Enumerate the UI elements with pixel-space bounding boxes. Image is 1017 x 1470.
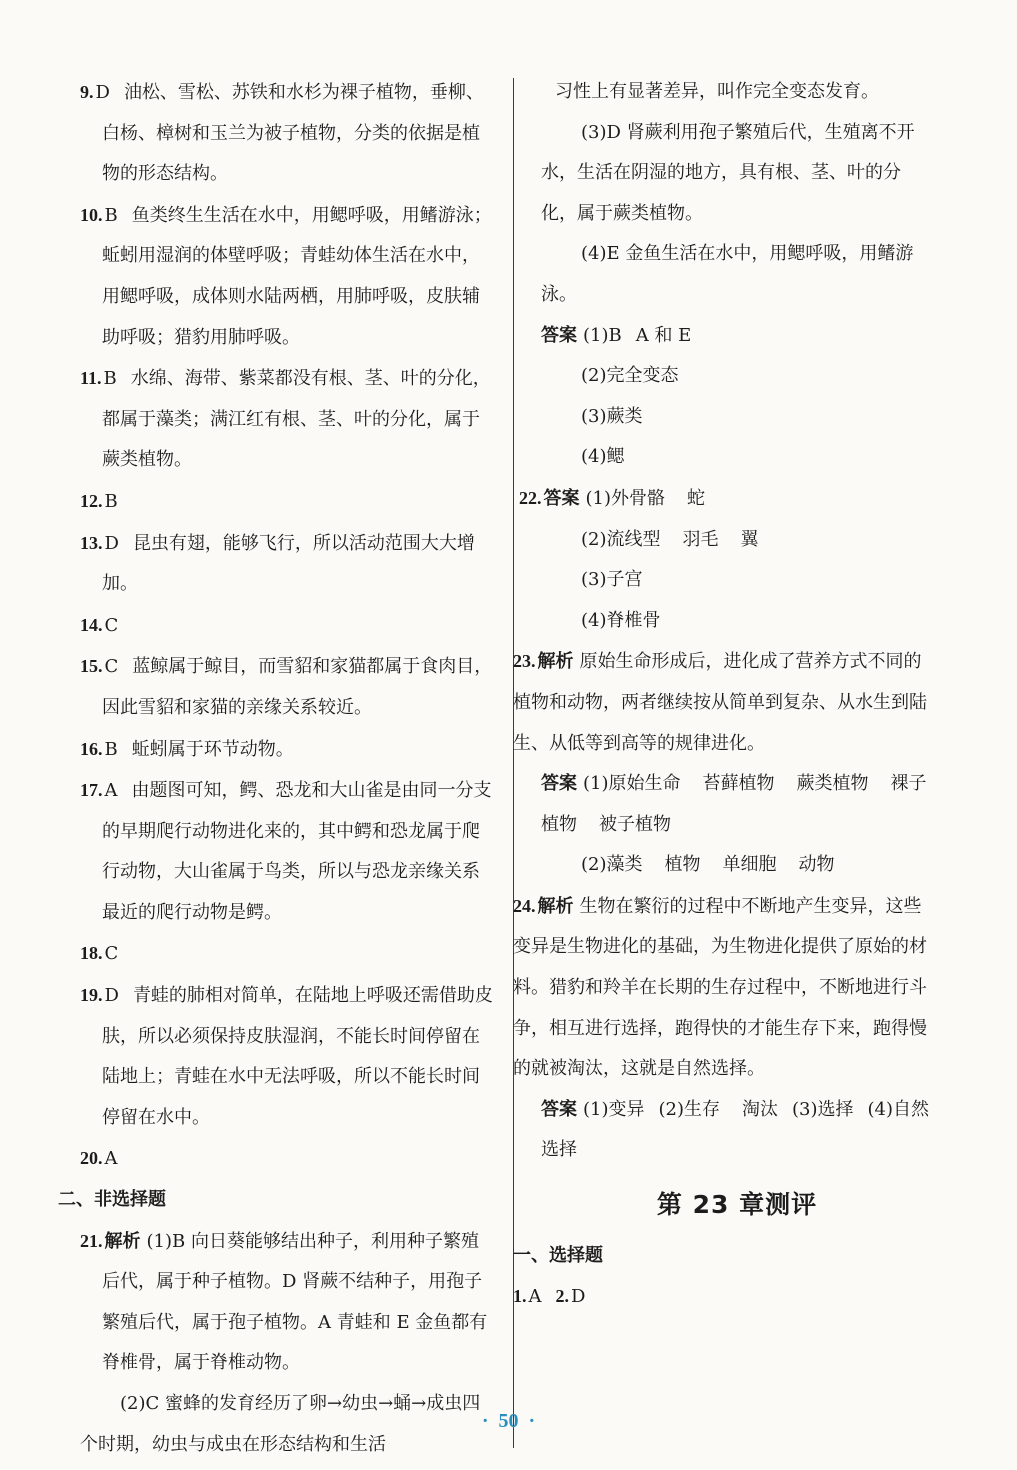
- question-21-continued: 习性上有显著差异，叫作完全变态发育。: [555, 81, 879, 102]
- question-23-answer: 答案 (1)原始生命 苔藓植物 蕨类植物 裸子植物 被子植物: [541, 773, 927, 835]
- question-20: 20. A: [80, 1148, 118, 1170]
- question-21-part-3: (3)D 肾蕨利用孢子繁殖后代，生殖离不开水，生活在阴湿的地方，具有根、茎、叶的分化，属于蕨类植物。: [541, 121, 915, 224]
- section-heading-non-choice: 二、非选择题: [58, 1189, 166, 1211]
- question-16: 16. B 蚯蚓属于环节动物。: [80, 738, 294, 760]
- question-22-answer-4: (4)脊椎骨: [581, 609, 661, 631]
- questions-1-2: 1. A 2. D: [513, 1286, 586, 1308]
- question-21-answer-2: (2)完全变态: [581, 365, 679, 387]
- right-column: [513, 72, 933, 1318]
- question-18: 18. C: [80, 943, 119, 965]
- question-23-answer-2: (2)藻类 植物 单细胞 动物: [581, 854, 835, 876]
- question-12: 12. B: [80, 490, 118, 512]
- question-15: 15. C 蓝鲸属于鲸目，而雪貂和家猫都属于食肉目，因此雪貂和家猫的亲缘关系较近。: [80, 656, 493, 718]
- question-22-answer-3: (3)子宫: [581, 569, 643, 591]
- question-24-answer: 答案 (1)变异 (2)生存 淘汰 (3)选择 (4)自然选择: [541, 1098, 929, 1161]
- section-heading-choice: 一、选择题: [513, 1244, 603, 1266]
- question-21-answer-4: (4)鳃: [581, 446, 625, 468]
- question-21-answer-3: (3)蕨类: [581, 405, 643, 427]
- question-22-answer-2: (2)流线型 羽毛 翼: [581, 528, 759, 550]
- question-10: 10. B 鱼类终生生活在水中，用鳃呼吸，用鳍游泳；蚯蚓用湿润的体壁呼吸；青蛙幼体生活在水中，用鳃呼吸，成体则水陆两栖，用肺呼吸，皮肤辅助呼吸；猎豹用肺呼吸。: [80, 204, 492, 348]
- question-22: 22. 答案 (1)外骨骼 蛇: [519, 487, 705, 509]
- question-24: 24. 解析 生物在繁衍的过程中不断地产生变异，这些变异是生物进化的基础，为生物进化提供了原始的材料。猎豹和羚羊在长期的生存过程中，不断地进行斗争，相互进行选择，跑得快的才能生存下来，跑得慢的就被淘汰，这就是自然选择。: [513, 895, 927, 1080]
- chapter-title: 第 23 章测评: [656, 1190, 818, 1220]
- question-19: 19. D 青蛙的肺相对简单，在陆地上呼吸还需借助皮肤，所以必须保持皮肤湿润，不能长时间停留在陆地上；青蛙在水中无法呼吸，所以不能长时间停留在水中。: [80, 985, 493, 1128]
- question-9: 9. D 油松、雪松、苏铁和水杉为裸子植物，垂柳、白杨、樟树和玉兰为被子植物，分类的依据是植物的形态结构。: [80, 82, 484, 185]
- question-21: 21. 解析 (1)B 向日葵能够结出种子，利用种子繁殖后代，属于种子植物。D 肾蕨不结种子，用孢子繁殖后代，属于孢子植物。A 青蛙和 E 金鱼都有脊椎骨，属于脊椎动物。: [80, 1230, 488, 1374]
- question-21-answer: 答案 (1)B A 和 E: [541, 324, 692, 346]
- question-23: 23. 解析 原始生命形成后，进化成了营养方式不同的植物和动物，两者继续按从简单到复杂、从水生到陆生、从低等到高等的规律进化。: [513, 651, 927, 754]
- question-13: 13. D 昆虫有翅，能够飞行，所以活动范围大大增加。: [80, 532, 475, 595]
- page-number: · 50 ·: [481, 1410, 536, 1432]
- question-17: 17. A 由题图可知，鳄、恐龙和大山雀是由同一分支的早期爬行动物进化来的，其中鳄和恐龙属于爬行动物，大山雀属于鸟类，所以与恐龙亲缘关系最近的爬行动物是鳄。: [80, 780, 492, 923]
- question-21-part-2: (2)C 蜜蜂的发育经历了卵→幼虫→蛹→成虫四个时期，幼虫与成虫在形态结构和生活: [80, 1393, 481, 1455]
- left-column: [58, 72, 495, 1465]
- question-21-part-4: (4)E 金鱼生活在水中，用鳃呼吸，用鳍游泳。: [541, 243, 914, 305]
- question-14: 14. C: [80, 614, 119, 636]
- question-11: 11. B 水绵、海带、紫菜都没有根、茎、叶的分化，都属于藻类；满江红有根、茎、叶的分化，属于蕨类植物。: [80, 368, 491, 471]
